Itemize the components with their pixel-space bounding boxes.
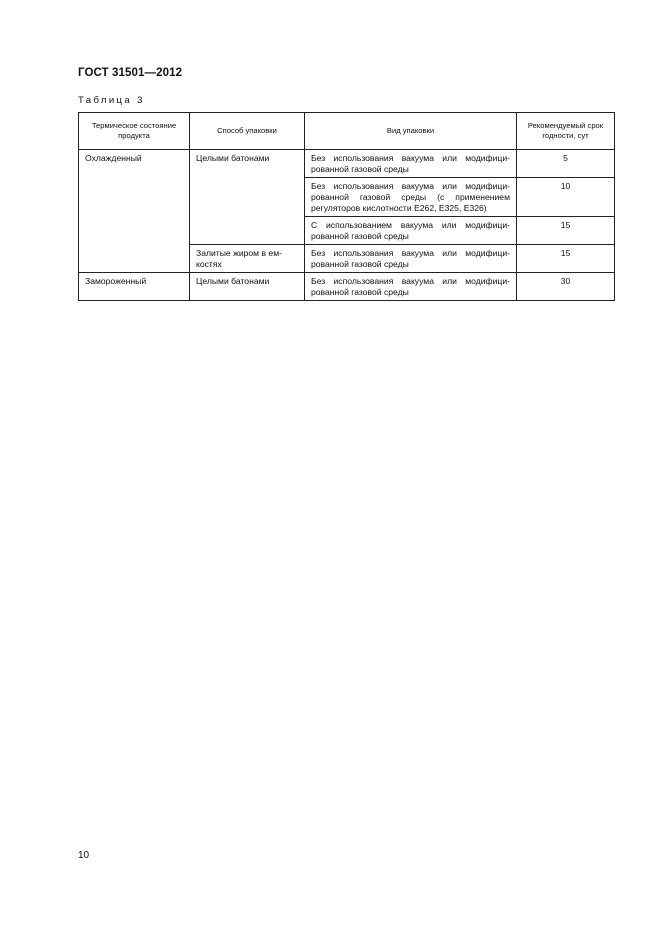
cell-thermal-state-frozen: Замороженный xyxy=(79,273,190,301)
page-number: 10 xyxy=(78,850,90,861)
column-header-shelf-life: Рекомендуемый срок годности, сут xyxy=(517,113,615,150)
cell-packing-type: Без использования вакуума или модифици-рованной газовой среды xyxy=(305,273,517,301)
shelf-life-table xyxy=(78,112,615,301)
column-header-packing-method: Способ упаковки xyxy=(190,113,305,150)
column-header-packing-type: Вид упаковки xyxy=(305,113,517,150)
cell-method-whole-loaves: Целыми батонами xyxy=(190,273,305,301)
cell-shelf-life: 15 xyxy=(517,245,615,273)
cell-shelf-life: 5 xyxy=(517,150,615,178)
cell-packing-type: С использованием вакуума или модифици-рованной газовой среды xyxy=(305,217,517,245)
cell-packing-type: Без использования вакуума или модифици-рованной газовой среды xyxy=(305,245,517,273)
cell-shelf-life: 30 xyxy=(517,273,615,301)
table-row xyxy=(79,273,615,301)
table-caption: Таблица 3 xyxy=(78,95,145,106)
cell-method-whole-loaves: Целыми батонами xyxy=(190,150,305,245)
cell-packing-type: Без использования вакуума или модифици-рованной газовой среды (с применением регуляторов кислотности Е262, Е325, Е326) xyxy=(305,178,517,217)
cell-thermal-state-chilled: Охлажденный xyxy=(79,150,190,273)
table-row xyxy=(79,150,615,178)
cell-shelf-life: 10 xyxy=(517,178,615,217)
cell-packing-type: Без использования вакуума или модифици-рованной газовой среды xyxy=(305,150,517,178)
cell-shelf-life: 15 xyxy=(517,217,615,245)
table-header-row xyxy=(79,113,615,150)
document-header: ГОСТ 31501—2012 xyxy=(78,67,183,79)
column-header-thermal-state: Термическое состояние продукта xyxy=(79,113,190,150)
cell-method-fat-in-containers: Залитые жиром в ем-костях xyxy=(190,245,305,273)
